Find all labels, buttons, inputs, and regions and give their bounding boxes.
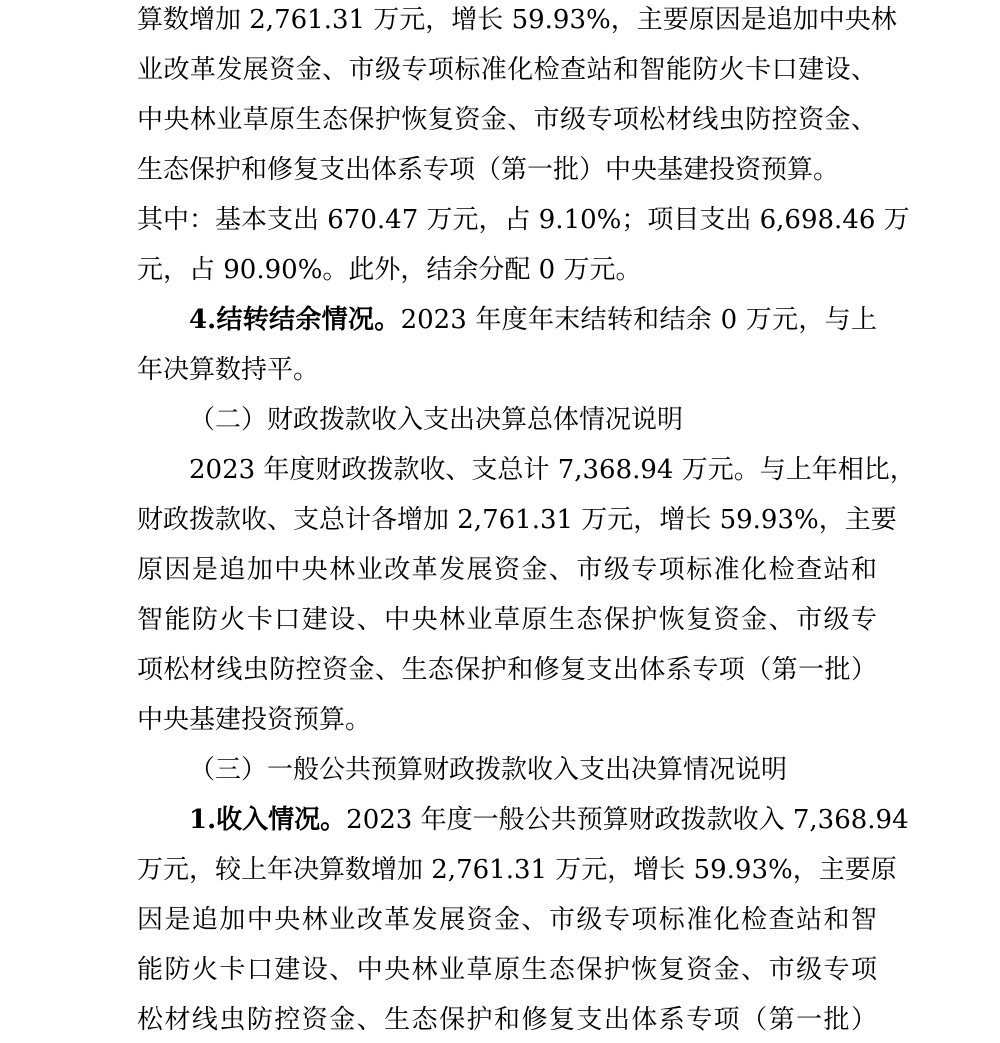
section-heading-carryover bbox=[189, 302, 877, 338]
heading-text: 2023 年度一般公共预算财政拨款收入 7,368.94 bbox=[346, 805, 909, 835]
paragraph-line: 因是追加中央林业改革发展资金、市级专项标准化检查站和智 bbox=[137, 905, 877, 935]
paragraph-line: 万元，较上年决算数增加 2,761.31 万元，增长 59.93%，主要原 bbox=[137, 855, 897, 885]
paragraph-line: 业改革发展资金、市级专项标准化检查站和智能防火卡口建设、 bbox=[137, 55, 877, 85]
paragraph-line: 年决算数持平。 bbox=[137, 355, 320, 385]
paragraph-line: 松材线虫防控资金、生态保护和修复支出体系专项（第一批） bbox=[137, 1005, 877, 1035]
heading-label: 4.结转结余情况。 bbox=[189, 305, 401, 335]
paragraph-line: 原因是追加中央林业改革发展资金、市级专项标准化检查站和 bbox=[137, 555, 877, 585]
heading-label: 1.收入情况。 bbox=[189, 805, 347, 835]
paragraph-line: 智能防火卡口建设、中央林业草原生态保护恢复资金、市级专 bbox=[137, 605, 877, 635]
section-heading-income bbox=[189, 802, 909, 838]
paragraph-line: 中央林业草原生态保护恢复资金、市级专项松材线虫防控资金、 bbox=[137, 105, 877, 135]
paragraph-line: 财政拨款收、支总计各增加 2,761.31 万元，增长 59.93%，主要 bbox=[137, 505, 897, 535]
paragraph-line: 生态保护和修复支出体系专项（第一批）中央基建投资预算。 bbox=[137, 155, 840, 185]
section-heading-2: （二）财政拨款收入支出决算总体情况说明 bbox=[189, 405, 684, 435]
paragraph-line: 其中：基本支出 670.47 万元，占 9.10%；项目支出 6,698.46 万 bbox=[137, 205, 910, 235]
paragraph-line: 元，占 90.90%。此外，结余分配 0 万元。 bbox=[137, 255, 642, 285]
paragraph-line: 能防火卡口建设、中央林业草原生态保护恢复资金、市级专项 bbox=[137, 955, 877, 985]
paragraph-line: 2023 年度财政拨款收、支总计 7,368.94 万元。与上年相比， bbox=[189, 455, 916, 485]
paragraph-line: 项松材线虫防控资金、生态保护和修复支出体系专项（第一批） bbox=[137, 655, 877, 685]
section-heading-3: （三）一般公共预算财政拨款收入支出决算情况说明 bbox=[189, 755, 788, 785]
paragraph-line: 算数增加 2,761.31 万元，增长 59.93%，主要原因是追加中央林 bbox=[137, 5, 897, 35]
paragraph-line: 中央基建投资预算。 bbox=[137, 705, 372, 735]
heading-text: 2023 年度年末结转和结余 0 万元，与上 bbox=[400, 305, 877, 335]
